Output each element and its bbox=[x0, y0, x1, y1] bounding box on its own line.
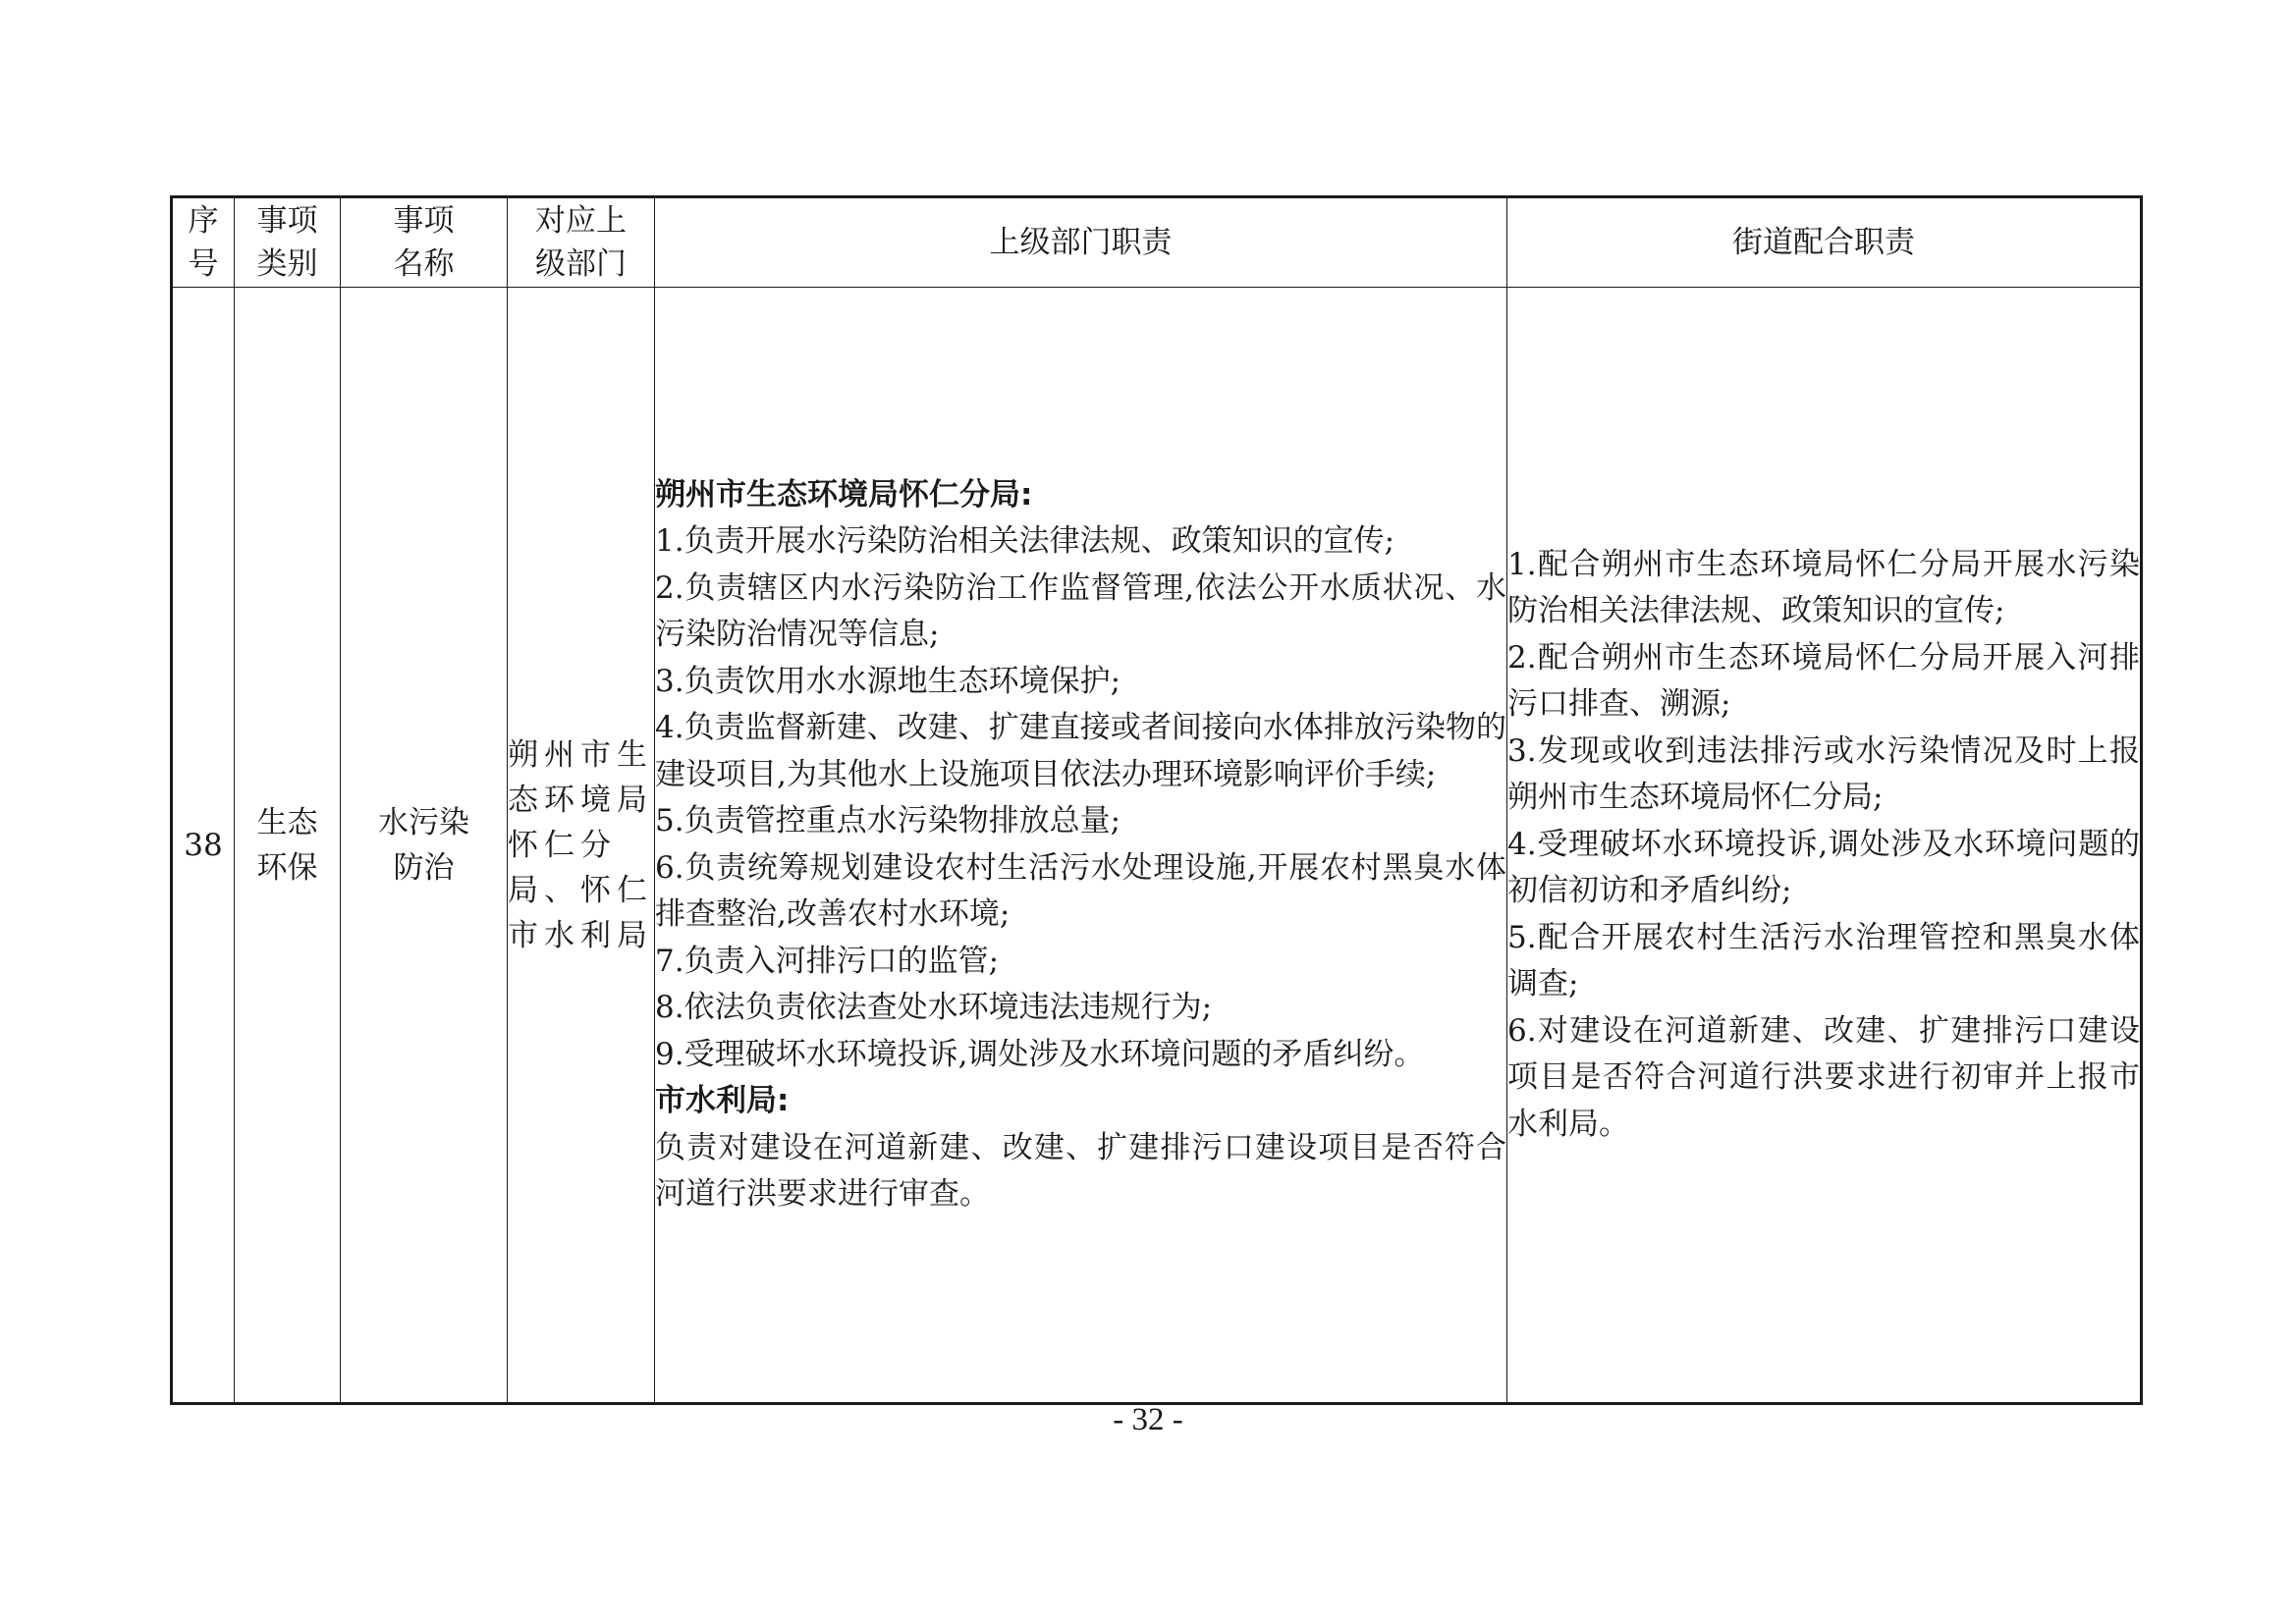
duty-item: 1.负责开展水污染防治相关法律法规、政策知识的宣传; bbox=[655, 523, 1395, 559]
header-label: 事项 类别 bbox=[256, 203, 318, 282]
row-category: 生态 环保 bbox=[235, 288, 341, 1404]
header-street-duties bbox=[1507, 197, 2142, 288]
header-label: 事项 名称 bbox=[393, 203, 455, 282]
row-department bbox=[508, 288, 655, 1404]
header-superior-duties bbox=[655, 197, 1507, 288]
responsibility-table bbox=[170, 195, 2143, 1405]
row-item-name: 水污染 防治 bbox=[341, 288, 508, 1404]
row-superior-duties bbox=[655, 288, 1507, 1404]
duty-item: 3.负责饮用水水源地生态环境保护; bbox=[655, 663, 1121, 699]
duty-item: 9.受理破坏水环境投诉,调处涉及水环境问题的矛盾纠纷。 bbox=[655, 1036, 1425, 1072]
department-text: 朔州市生态环境局怀仁分局、怀仁市水利局 bbox=[508, 736, 653, 953]
duty-item: 负责对建设在河道新建、改建、扩建排污口建设项目是否符合河道行洪要求进行审查。 bbox=[655, 1129, 1506, 1212]
header-name bbox=[341, 197, 508, 288]
table-row bbox=[172, 288, 2142, 1404]
section-title: 朔州市生态环境局怀仁分局: bbox=[655, 476, 1033, 513]
row-number: 38 bbox=[172, 288, 235, 1404]
header-category bbox=[235, 197, 341, 288]
superior-duties-list bbox=[655, 472, 1506, 1218]
page-number: - 32 - bbox=[1113, 1402, 1183, 1437]
street-duty-item: 4.受理破坏水环境投诉,调处涉及水环境问题的初信初访和矛盾纠纷; bbox=[1507, 826, 2140, 909]
duty-item: 6.负责统筹规划建设农村生活污水处理设施,开展农村黑臭水体排查整治,改善农村水环境; bbox=[655, 849, 1506, 932]
duty-item: 8.依法负责依法查处水环境违法违规行为; bbox=[655, 990, 1213, 1025]
duty-item: 2.负责辖区内水污染防治工作监督管理,依法公开水质状况、水污染防治情况等信息; bbox=[655, 569, 1506, 652]
header-label: 上级部门职责 bbox=[989, 225, 1173, 260]
duty-item: 4.负责监督新建、改建、扩建直接或者间接向水体排放污染物的建设项目,为其他水上设施项目依法办理环境影响评价手续; bbox=[655, 710, 1506, 792]
header-label: 序 号 bbox=[188, 203, 219, 282]
street-duty-item: 2.配合朔州市生态环境局怀仁分局开展入河排污口排查、溯源; bbox=[1507, 639, 2140, 723]
section-title: 市水利局: bbox=[655, 1083, 790, 1118]
header-superior-department bbox=[508, 197, 655, 288]
header-number bbox=[172, 197, 235, 288]
header-label: 街道配合职责 bbox=[1732, 225, 1915, 260]
duty-item: 5.负责管控重点水污染物排放总量; bbox=[655, 803, 1121, 839]
street-duties-list bbox=[1507, 542, 2140, 1149]
duty-item: 7.负责入河排污口的监管; bbox=[655, 943, 1000, 979]
header-label: 对应上 级部门 bbox=[535, 203, 627, 282]
street-duty-item: 5.配合开展农村生活污水治理管控和黑臭水体调查; bbox=[1507, 919, 2140, 1002]
street-duty-item: 3.发现或收到违法排污或水污染情况及时上报朔州市生态环境局怀仁分局; bbox=[1507, 732, 2140, 816]
row-street-duties bbox=[1507, 288, 2142, 1404]
table-header-row bbox=[172, 197, 2142, 288]
street-duty-item: 1.配合朔州市生态环境局怀仁分局开展水污染防治相关法律法规、政策知识的宣传; bbox=[1507, 546, 2140, 629]
street-duty-item: 6.对建设在河道新建、改建、扩建排污口建设项目是否符合河道行洪要求进行初审并上报市水利局。 bbox=[1507, 1012, 2140, 1142]
